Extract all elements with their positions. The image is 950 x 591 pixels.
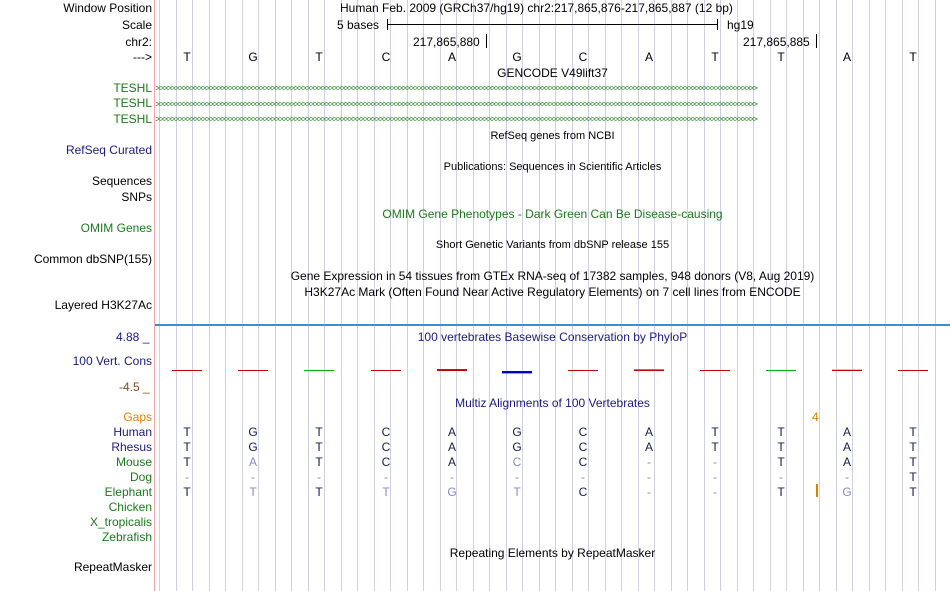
phylop-bar (700, 370, 730, 371)
phylop-bar (568, 370, 598, 371)
reference-base: G (248, 50, 258, 64)
insertion-marker (816, 484, 818, 497)
aligned-base: T (711, 440, 719, 454)
track-separator (155, 324, 950, 326)
aligned-base: - (450, 470, 454, 484)
species-label-zebrafish[interactable]: Zebrafish (101, 530, 152, 544)
aligned-base: A (248, 455, 257, 469)
phylop-bar (371, 370, 401, 371)
phylop-bar (238, 370, 268, 371)
species-label-rhesus[interactable]: Rhesus (111, 440, 152, 454)
aligned-base: - (185, 470, 189, 484)
omim-track-title: OMIM Gene Phenotypes - Dark Green Can Be Disease-causing (382, 207, 723, 221)
repeatmasker-track-title: Repeating Elements by RepeatMasker (449, 546, 656, 560)
aligned-base: T (777, 455, 785, 469)
position-label-1: 217,865,880 (413, 35, 480, 49)
aligned-base: T (183, 485, 191, 499)
aligned-base: A (447, 440, 456, 454)
position-label-2: 217,865,885 (743, 35, 810, 49)
aligned-base: T (315, 425, 323, 439)
aligned-base: - (713, 455, 717, 469)
aligned-base: - (647, 485, 651, 499)
strand-arrow-label[interactable]: ---> (133, 50, 152, 64)
reference-base: T (315, 50, 323, 64)
aligned-base: - (713, 470, 717, 484)
aligned-base: T (315, 440, 323, 454)
publications-track-title: Publications: Sequences in Scientific Articles (443, 161, 662, 173)
chrom-label[interactable]: chr2: (125, 35, 152, 49)
phylop-bar (766, 370, 796, 371)
phylop-bar (437, 369, 467, 371)
aligned-base: T (777, 425, 785, 439)
aligned-base: - (713, 485, 717, 499)
aligned-base: A (842, 455, 851, 469)
window-position-label[interactable]: Window Position (63, 1, 152, 15)
refseq-track-label[interactable]: RefSeq Curated (65, 143, 152, 157)
aligned-base: C (381, 425, 391, 439)
reference-base: A (842, 50, 851, 64)
species-label-elephant[interactable]: Elephant (104, 485, 152, 499)
multiz-track-title: Multiz Alignments of 100 Vertebrates (455, 396, 650, 410)
phylop-plot[interactable] (155, 340, 950, 390)
refseq-track-title: RefSeq genes from NCBI (490, 130, 615, 142)
aligned-base: T (183, 425, 191, 439)
aligned-base: A (842, 425, 851, 439)
gencode-transcript-1[interactable]: >>>>>>>>>>>>>>>>>>>>>>>>>>>>>>>>>>>>>>>>>>>>>>>>>>>>>>>>>>>>>>>>>>>>>>>>>>>>>>>>>>>>>>>>>>>>>>>>>>>>>>>>>>>>>>>>>>>>>>>>>>>>>>>>>>>>>>>>>>>>>>>>>>>>>>>>>>>> (155, 83, 757, 93)
scale-bases-text: 5 bases (337, 18, 380, 32)
aligned-base: A (447, 425, 456, 439)
aligned-base: C (381, 440, 391, 454)
omim-track-label[interactable]: OMIM Genes (80, 221, 152, 235)
scale-bar-right-tick (717, 19, 718, 30)
aligned-base: - (317, 470, 321, 484)
gaps-label[interactable]: Gaps (123, 410, 152, 424)
publications-sequences-label[interactable]: Sequences (91, 174, 152, 188)
aligned-base: T (777, 485, 785, 499)
h3k27ac-track-title: H3K27Ac Mark (Often Found Near Active Regulatory Elements) on 7 cell lines from ENCODE (304, 285, 801, 299)
aligned-base: - (384, 470, 388, 484)
aligned-base: C (578, 485, 588, 499)
aligned-base: - (515, 470, 519, 484)
scale-bar (387, 24, 717, 25)
aligned-base: T (909, 455, 917, 469)
aligned-base: C (381, 455, 391, 469)
phylop-bar (832, 370, 862, 371)
reference-base: T (711, 50, 719, 64)
reference-base: T (777, 50, 785, 64)
aligned-base: T (315, 485, 323, 499)
aligned-base: C (578, 455, 588, 469)
aligned-base: G (248, 440, 258, 454)
phylop-track-label[interactable]: 100 Vert. Cons (72, 354, 152, 368)
species-label-human[interactable]: Human (113, 425, 152, 439)
aligned-base: T (249, 485, 257, 499)
reference-base: C (578, 50, 588, 64)
reference-base: T (909, 50, 917, 64)
aligned-base: T (909, 425, 917, 439)
track-label-column (0, 0, 154, 591)
position-tick-2 (816, 34, 817, 48)
phylop-bar (502, 371, 532, 373)
dbsnp-track-title: Short Genetic Variants from dbSNP release 155 (435, 239, 670, 251)
gencode-track-title: GENCODE V49lift37 (497, 66, 608, 80)
aligned-base: T (909, 485, 917, 499)
aligned-base: A (644, 425, 653, 439)
aligned-base: G (512, 425, 522, 439)
assembly-position-text: Human Feb. 2009 (GRCh37/hg19) chr2:217,865,876-217,865,887 (12 bp) (340, 1, 733, 15)
scale-label[interactable]: Scale (121, 18, 152, 32)
aligned-base: C (578, 440, 588, 454)
species-label-mouse[interactable]: Mouse (115, 455, 152, 469)
aligned-base: G (248, 425, 258, 439)
reference-base: C (381, 50, 391, 64)
gencode-row-label-3[interactable]: TESHL (113, 112, 152, 126)
gencode-transcript-3[interactable]: >>>>>>>>>>>>>>>>>>>>>>>>>>>>>>>>>>>>>>>>>>>>>>>>>>>>>>>>>>>>>>>>>>>>>>>>>>>>>>>>>>>>>>>>>>>>>>>>>>>>>>>>>>>>>>>>>>>>>>>>>>>>>>>>>>>>>>>>>>>>>>>>>>>>>>>>>>>> (155, 114, 757, 124)
reference-base: G (512, 50, 522, 64)
aligned-base: T (513, 485, 521, 499)
phylop-bar (304, 370, 334, 371)
h3k27ac-track-label[interactable]: Layered H3K27Ac (54, 298, 152, 312)
aligned-base: T (909, 440, 917, 454)
aligned-base: C (512, 455, 522, 469)
gtex-track-title: Gene Expression in 54 tissues from GTEx RNA-seq of 17382 samples, 948 donors (V8, Aug 2019) (290, 269, 815, 283)
aligned-base: G (447, 485, 457, 499)
gencode-row-label-2[interactable]: TESHL (113, 96, 152, 110)
repeatmasker-track-label[interactable]: RepeatMasker (73, 560, 152, 574)
scale-db-text: hg19 (727, 18, 754, 32)
aligned-base: T (382, 485, 390, 499)
scale-bar-left-tick (387, 19, 388, 30)
aligned-base: A (447, 455, 456, 469)
phylop-ymin-label: -4.5 _ (119, 380, 150, 394)
aligned-base: T (711, 425, 719, 439)
aligned-base: T (315, 455, 323, 469)
species-label-x_tropicalis[interactable]: X_tropicalis (89, 515, 152, 529)
reference-base: T (183, 50, 191, 64)
aligned-base: G (512, 440, 522, 454)
phylop-track-title: 100 vertebrates Basewise Conservation by PhyloP (417, 330, 688, 344)
aligned-base: - (251, 470, 255, 484)
phylop-bar (634, 369, 664, 371)
reference-base: A (447, 50, 456, 64)
aligned-base: A (644, 440, 653, 454)
dbsnp-track-label[interactable]: Common dbSNP(155) (33, 252, 152, 266)
aligned-base: T (777, 440, 785, 454)
position-tick-1 (486, 34, 487, 48)
aligned-base: - (581, 470, 585, 484)
phylop-ymax-label: 4.88 _ (116, 330, 150, 344)
species-label-chicken[interactable]: Chicken (108, 500, 152, 514)
aligned-base: T (183, 455, 191, 469)
aligned-base: - (647, 470, 651, 484)
species-label-dog[interactable]: Dog (129, 470, 152, 484)
gaps-count: 4 (812, 410, 819, 424)
aligned-base: - (845, 470, 849, 484)
aligned-base: - (779, 470, 783, 484)
gencode-row-label-1[interactable]: TESHL (113, 81, 152, 95)
phylop-bar (172, 370, 202, 371)
aligned-base: C (578, 425, 588, 439)
gencode-transcript-2[interactable]: >>>>>>>>>>>>>>>>>>>>>>>>>>>>>>>>>>>>>>>>>>>>>>>>>>>>>>>>>>>>>>>>>>>>>>>>>>>>>>>>>>>>>>>>>>>>>>>>>>>>>>>>>>>>>>>>>>>>>>>>>>>>>>>>>>>>>>>>>>>>>>>>>>>>>>>>>>>> (155, 99, 757, 109)
aligned-base: - (647, 455, 651, 469)
aligned-base: T (183, 440, 191, 454)
phylop-bar (898, 370, 928, 371)
publications-snps-label[interactable]: SNPs (121, 190, 152, 204)
aligned-base: T (909, 470, 917, 484)
aligned-base: A (842, 440, 851, 454)
reference-base: A (644, 50, 653, 64)
aligned-base: G (842, 485, 852, 499)
